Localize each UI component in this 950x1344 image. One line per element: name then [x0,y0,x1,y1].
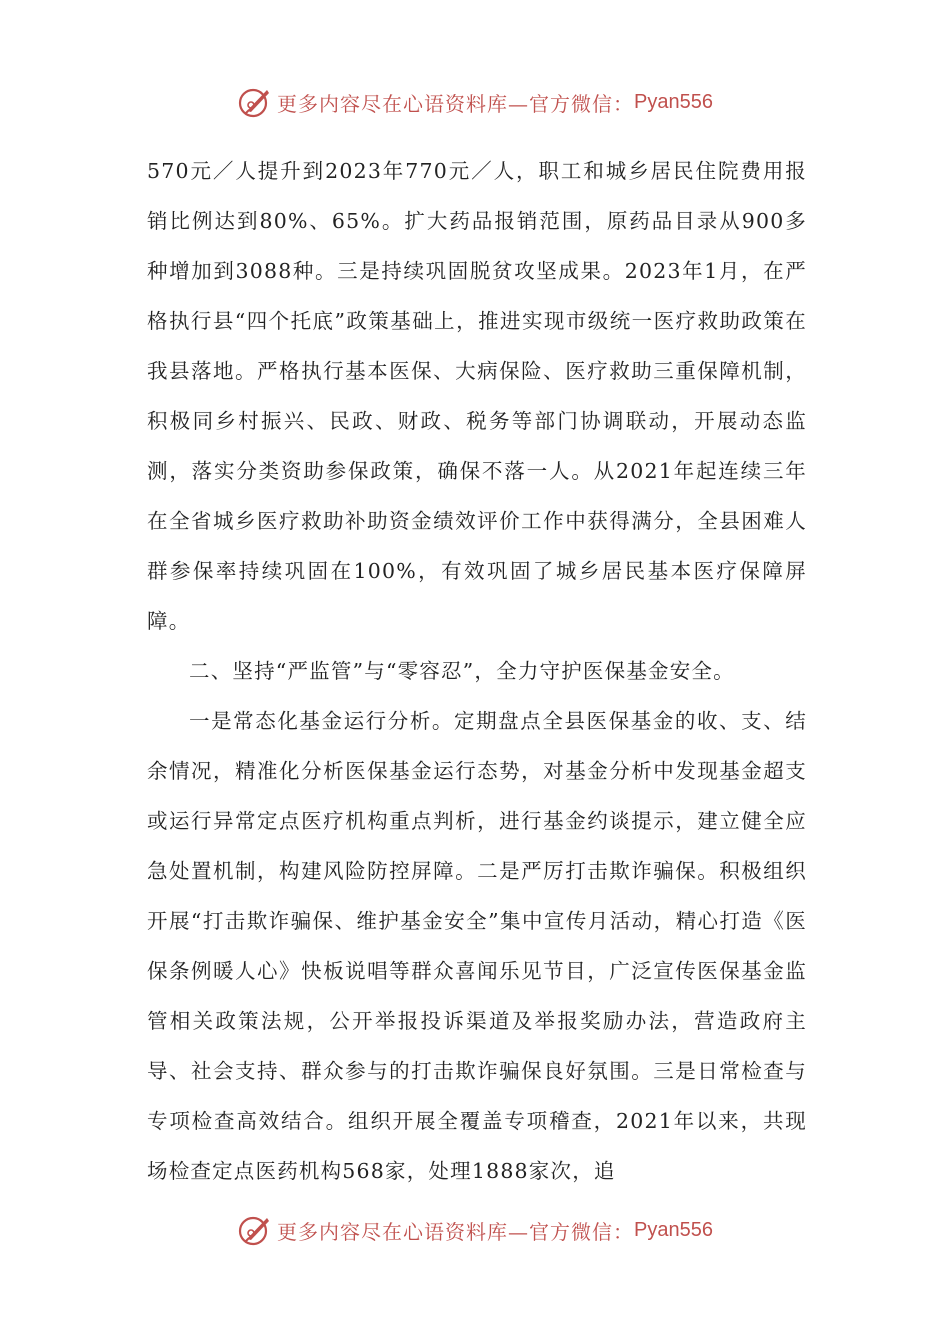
footer-banner [0,1210,950,1250]
document-body [147,146,807,1196]
paragraph-3: 一是常态化基金运行分析。定期盘点全县医保基金的收、支、结余情况，精准化分析医保基金运行态势，对基金分析中发现基金超支或运行异常定点医疗机构重点判析，进行基金约谈提示，建立健全应急处置机制，构建风险防控屏障。二是严厉打击欺诈骗保。积极组织开展“打击欺诈骗保、维护基金安全”集中宣传月活动，精心打造《医保条例暖人心》快板说唱等群众喜闻乐见节目，广泛宣传医保基金监管相关政策法规，公开举报投诉渠道及举报奖励办法，营造政府主导、社会支持、群众参与的打击欺诈骗保良好氛围。三是日常检查与专项检查高效结合。组织开展全覆盖专项稽查，2021年以来，共现场检查定点医药机构568家，处理1888家次，追 [147,709,807,1183]
section-heading-2: 二、坚持“严监管”与“零容忍”，全力守护医保基金安全。 [189,659,735,683]
quill-logo-icon [237,1212,273,1248]
header-banner [0,82,950,122]
paragraph-1: 570元／人提升到2023年770元／人，职工和城乡居民住院费用报销比例达到80%、65%。扩大药品报销范围，原药品目录从900多种增加到3088种。三是持续巩固脱贫攻坚成果。2023年1月，在严格执行县“四个托底”政策基础上，推进实现市级统一医疗救助政策在我县落地。严格执行基本医保、大病保险、医疗救助三重保障机制，积极同乡村振兴、民政、财政、税务等部门协调联动，开展动态监测，落实分类资助参保政策，确保不落一人。从2021年起连续三年在全省城乡医疗救助补助资金绩效评价工作中获得满分，全县困难人群参保率持续巩固在100%，有效巩固了城乡居民基本医疗保障屏障。 [147,159,807,633]
footer-banner-text: 更多内容尽在心语资料库—官方微信： [277,1219,635,1244]
quill-logo-icon [237,84,273,120]
header-banner-text: 更多内容尽在心语资料库—官方微信： [277,91,635,116]
footer-wechat-id: Pyan556 [634,1218,713,1241]
header-wechat-id: Pyan556 [634,90,713,113]
